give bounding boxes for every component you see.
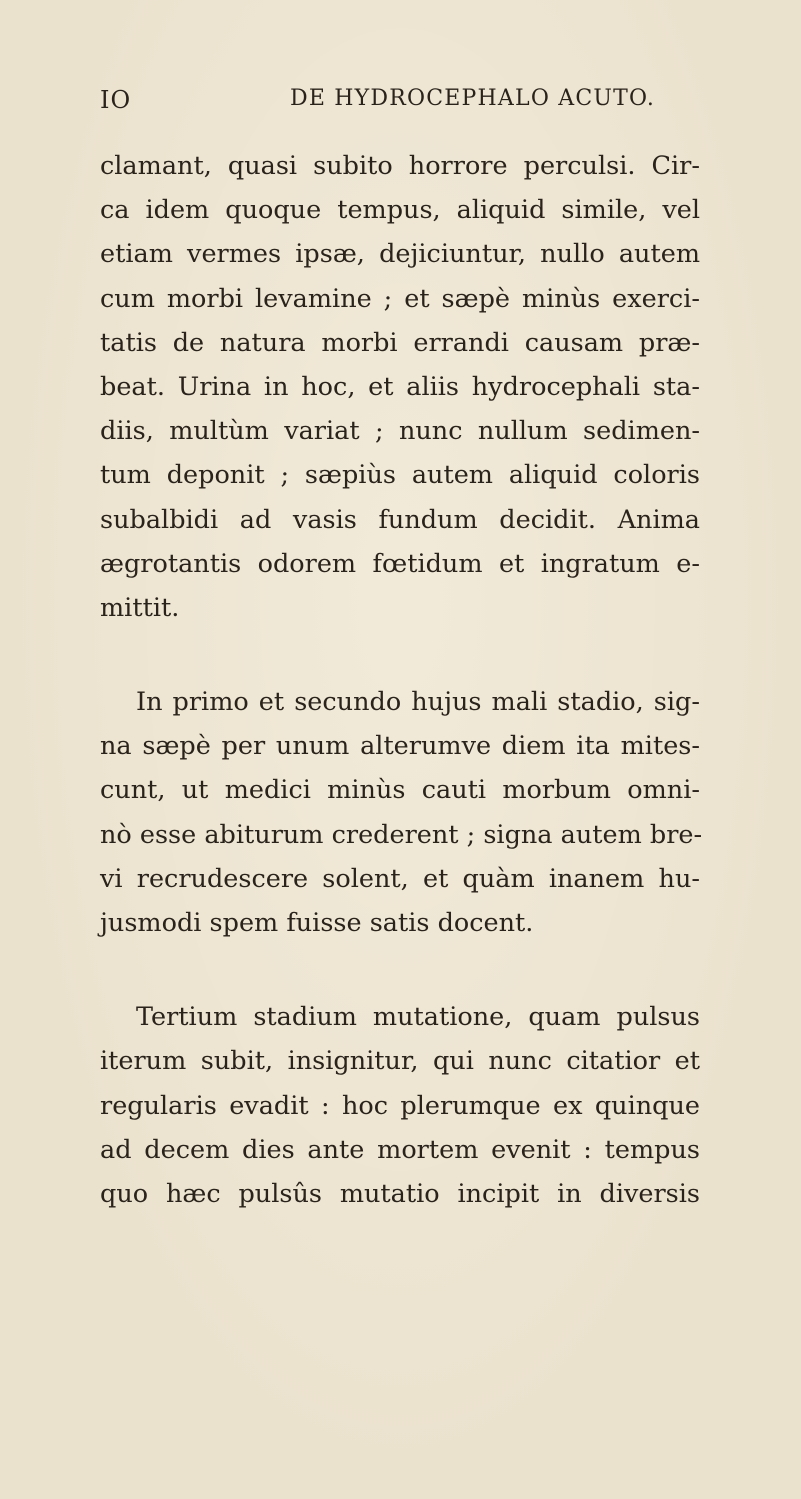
paragraph-3 <box>100 995 700 1216</box>
text-line: na sæpè per unum alterumve diem ita mites- <box>100 731 700 762</box>
text-line: etiam vermes ipsæ, dejiciuntur, nullo autem <box>100 239 700 270</box>
text-line: tum deponit ; sæpiùs autem aliquid coloris <box>100 460 700 491</box>
text-line: cunt, ut medici minùs cauti morbum omni- <box>100 775 700 806</box>
text-line: vi recrudescere solent, et quàm inanem hu- <box>100 863 700 894</box>
paragraph-gap <box>100 945 700 995</box>
text-line: ca idem quoque tempus, aliquid simile, vel <box>100 195 700 226</box>
text-line: nò esse abiturum crederent ; signa autem bre- <box>100 819 703 850</box>
text-line: cum morbi levamine ; et sæpè minùs exerci- <box>100 283 700 314</box>
text-line: jusmodi spem fuisse satis docent. <box>100 908 534 938</box>
page-header <box>100 86 700 116</box>
text-line: clamant, quasi subito horrore perculsi. Cir- <box>100 151 700 181</box>
text-line: tatis de natura morbi errandi causam præ- <box>100 327 700 358</box>
text-line: diis, multùm variat ; nunc nullum sedimen- <box>100 416 700 447</box>
text-line: In primo et secundo hujus mali stadio, sig- <box>136 687 700 718</box>
page-number: IO <box>100 86 132 114</box>
text-line: mittit. <box>100 592 180 623</box>
text-line: subalbidi ad vasis fundum decidit. Anima <box>100 504 700 535</box>
text-line: ægrotantis odorem fœtidum et ingratum e- <box>100 548 700 579</box>
text-line: regularis evadit : hoc plerumque ex quinque <box>100 1090 700 1121</box>
text-line: Tertium stadium mutatione, quam pulsus <box>136 1002 700 1033</box>
text-line: quo hæc pulsûs mutatio incipit in diversis <box>100 1178 700 1209</box>
text-line: ad decem dies ante mortem evenit : tempus <box>100 1134 700 1165</box>
paragraph-gap <box>100 630 700 680</box>
running-head: DE HYDROCEPHALO ACUTO. <box>290 86 656 111</box>
paragraph-2 <box>100 680 703 945</box>
page-body <box>100 144 703 1216</box>
paragraph-1 <box>100 144 700 630</box>
text-line: iterum subit, insignitur, qui nunc citatior et <box>100 1046 700 1077</box>
text-line: beat. Urina in hoc, et aliis hydrocephali sta- <box>100 371 700 402</box>
